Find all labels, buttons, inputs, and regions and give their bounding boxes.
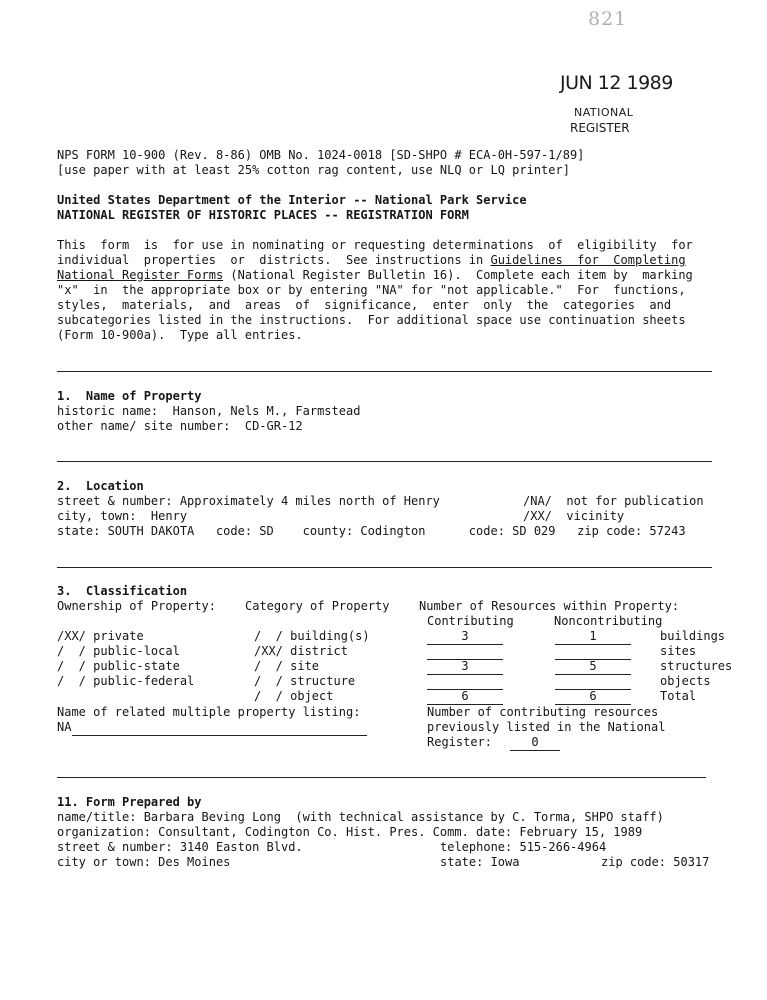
stamp-national: NATIONAL	[574, 106, 634, 119]
noncontributing-heading: Noncontributing	[554, 614, 663, 628]
resource-label-objects: objects	[660, 674, 711, 688]
city-town: city, town: Henry	[57, 509, 188, 523]
handwritten-page-number: 821	[588, 8, 628, 30]
contributing-buildings: 3	[427, 629, 503, 645]
contributing-sites	[427, 644, 503, 660]
intro-line-1: This form is for use in nominating or requesting determinations of eligibility for	[57, 238, 693, 252]
related-listing-value: NA	[57, 720, 72, 734]
paper-instructions: [use paper with at least 25% cotton rag content, use NLQ or LQ printer]	[57, 163, 570, 177]
noncontributing-total: 6	[555, 689, 631, 705]
section-divider	[57, 371, 712, 372]
street-number: street & number: Approximately 4 miles north of Henry	[57, 494, 440, 508]
related-listing-label: Name of related multiple property listing:	[57, 705, 361, 719]
ownership-public-local: / / public-local	[57, 644, 180, 658]
historic-name: historic name: Hanson, Nels M., Farmstead	[57, 404, 361, 418]
stamp-register: REGISTER	[570, 121, 630, 135]
intro-line-7: (Form 10-900a). Type all entries.	[57, 328, 303, 342]
resource-label-structures: structures	[660, 659, 733, 673]
category-structure: / / structure	[254, 674, 356, 688]
category-district: /XX/ district	[254, 644, 348, 658]
category-site: / / site	[254, 659, 320, 673]
resource-label-sites: sites	[660, 644, 697, 658]
received-date-stamp: JUN 12 1989	[560, 72, 673, 94]
intro-line-2: individual properties or districts. See instructions in Guidelines for Completing	[57, 253, 686, 267]
section-divider	[57, 567, 712, 568]
section-11-heading: 11. Form Prepared by	[57, 795, 202, 809]
contributing-heading: Contributing	[427, 614, 514, 628]
section-divider	[57, 777, 706, 778]
form-number-line: NPS FORM 10-900 (Rev. 8-86) OMB No. 1024-0018 [SD-SHPO # ECA-0H-597-1/89]	[57, 148, 585, 162]
contributing-objects	[427, 674, 503, 690]
intro-line-3: National Register Forms (National Register Bulletin 16). Complete each item by marking	[57, 268, 693, 282]
previously-listed-count: 0	[510, 735, 560, 751]
preparer-organization: organization: Consultant, Codington Co. Hist. Pres. Comm. date: February 15, 1989	[57, 825, 643, 839]
state-county-zip: state: SOUTH DAKOTA code: SD county: Codington code: SD 029 zip code: 57243	[57, 524, 686, 538]
resource-label-total: Total	[660, 689, 697, 703]
intro-line-4: "x" in the appropriate box or by entering "NA" for "not applicable." For functions,	[57, 283, 686, 297]
category-buildings: / / building(s)	[254, 629, 370, 643]
related-listing-blank	[72, 735, 367, 736]
category-heading: Category of Property	[245, 599, 390, 613]
preparer-state: state: Iowa	[440, 855, 520, 869]
form-title: NATIONAL REGISTER OF HISTORIC PLACES -- REGISTRATION FORM	[57, 208, 469, 222]
intro-line-6: subcategories listed in the instructions. For additional space use continuation sheets	[57, 313, 686, 327]
ownership-public-state: / / public-state	[57, 659, 180, 673]
preparer-name-title: name/title: Barbara Beving Long (with technical assistance by C. Torma, SHPO staff)	[57, 810, 664, 824]
preparer-zip: zip code: 50317	[601, 855, 710, 869]
ownership-private: /XX/ private	[57, 629, 144, 643]
department-line: United States Department of the Interior -- National Park Service	[57, 193, 527, 207]
ownership-public-federal: / / public-federal	[57, 674, 195, 688]
previously-listed-label: Register:	[427, 735, 493, 749]
contributing-total: 6	[427, 689, 503, 705]
section-2-heading: 2. Location	[57, 479, 144, 493]
previously-listed-line-2: previously listed in the National	[427, 720, 666, 734]
resource-label-buildings: buildings	[660, 629, 726, 643]
noncontributing-structures: 5	[555, 659, 631, 675]
previously-listed-line-1: Number of contributing resources	[427, 705, 659, 719]
other-name: other name/ site number: CD-GR-12	[57, 419, 303, 433]
noncontributing-sites	[555, 644, 631, 660]
section-3-heading: 3. Classification	[57, 584, 188, 598]
not-for-publication: /NA/ not for publication	[523, 494, 704, 508]
section-1-heading: 1. Name of Property	[57, 389, 202, 403]
category-object: / / object	[254, 689, 334, 703]
resources-heading: Number of Resources within Property:	[419, 599, 680, 613]
noncontributing-buildings: 1	[555, 629, 631, 645]
vicinity: /XX/ vicinity	[523, 509, 625, 523]
preparer-street: street & number: 3140 Easton Blvd.	[57, 840, 303, 854]
preparer-telephone: telephone: 515-266-4964	[440, 840, 607, 854]
intro-line-5: styles, materials, and areas of significance, enter only the categories and	[57, 298, 672, 312]
contributing-structures: 3	[427, 659, 503, 675]
ownership-heading: Ownership of Property:	[57, 599, 216, 613]
guidelines-link-text: Guidelines for Completing	[490, 253, 686, 267]
noncontributing-objects	[555, 674, 631, 690]
national-register-forms-text: National Register Forms	[57, 268, 224, 282]
preparer-city: city or town: Des Moines	[57, 855, 231, 869]
section-divider	[57, 461, 712, 462]
